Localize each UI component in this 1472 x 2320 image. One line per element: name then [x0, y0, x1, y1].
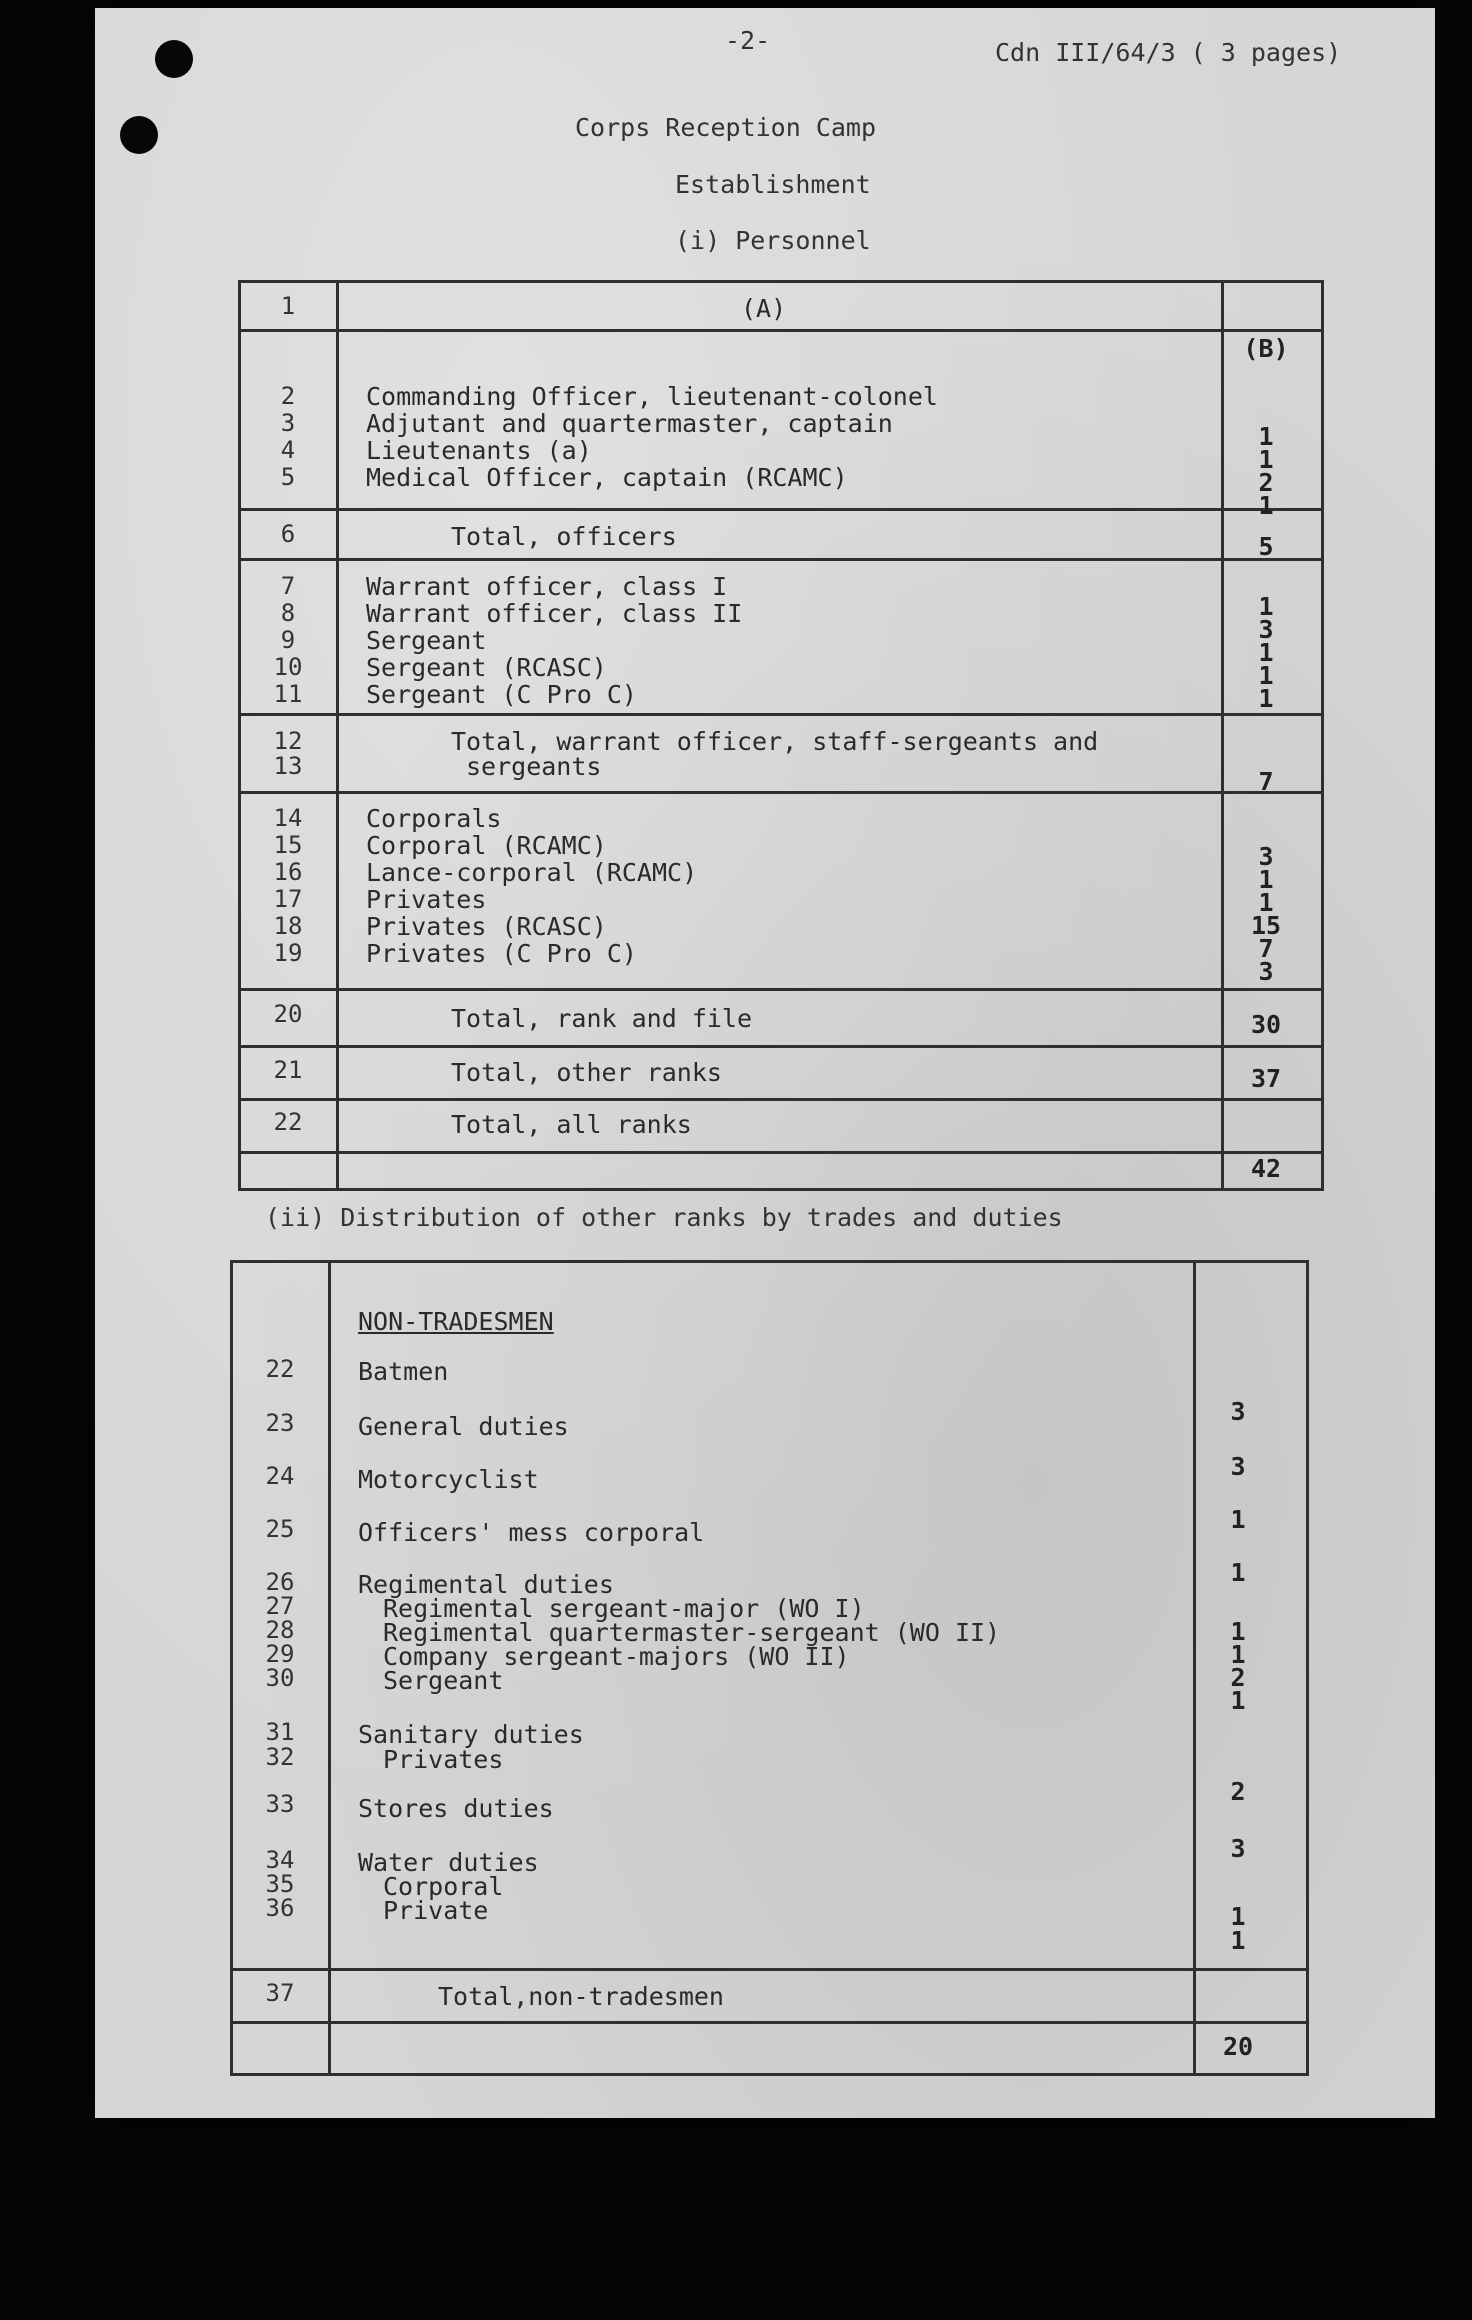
row-value: 1	[1230, 1640, 1246, 1669]
row-label: Privates (C Pro C)	[366, 939, 637, 968]
personnel-table	[238, 280, 1324, 1191]
row-value: 3	[1258, 842, 1274, 871]
total-label: Total, warrant officer, staff-sergeants and	[451, 727, 1099, 756]
row-label: Medical Officer, captain (RCAMC)	[366, 463, 848, 492]
row-value: 15	[1250, 911, 1282, 940]
row-number: 25	[265, 1515, 295, 1543]
row-number: 17	[273, 885, 303, 913]
row-number: 18	[273, 912, 303, 940]
row-label: Privates (RCASC)	[366, 912, 607, 941]
row-value: 3	[1230, 1397, 1246, 1426]
row-label: Motorcyclist	[358, 1465, 539, 1494]
row-value: 1	[1230, 1686, 1246, 1715]
row-label: Corporals	[366, 804, 502, 833]
row-label: General duties	[358, 1412, 569, 1441]
row-value: 1	[1230, 1902, 1246, 1931]
row-number: 28	[265, 1616, 295, 1644]
row-number: 23	[265, 1409, 295, 1437]
row-number: 27	[265, 1592, 295, 1620]
row-number: 4	[280, 436, 296, 464]
row-value: 2	[1258, 468, 1274, 497]
row-value: 2	[1230, 1777, 1246, 1806]
row-number: 34	[265, 1846, 295, 1874]
row-label: Lance-corporal (RCAMC)	[366, 858, 698, 887]
row-label: Privates	[383, 1745, 504, 1774]
row-label: Regimental sergeant-major (WO I)	[383, 1594, 865, 1623]
page-number: -2-	[725, 26, 771, 55]
row-number: 15	[273, 831, 303, 859]
total-value: 20	[1222, 2032, 1254, 2061]
total-label: Total, all ranks	[451, 1110, 692, 1139]
row-label: Privates	[366, 885, 487, 914]
row-number: 2	[280, 382, 296, 410]
row-value: 3	[1230, 1452, 1246, 1481]
row-label: Adjutant and quartermaster, captain	[366, 409, 893, 438]
total-value: 42	[1250, 1154, 1282, 1183]
row-label: Stores duties	[358, 1794, 554, 1823]
column-b-header: (B)	[1243, 334, 1289, 363]
row-label: Private	[383, 1896, 489, 1925]
row-number: 29	[265, 1640, 295, 1668]
row-label: Batmen	[358, 1357, 449, 1386]
total-label: Total, other ranks	[451, 1058, 722, 1087]
row-number: 13	[273, 752, 303, 780]
row-value: 1	[1258, 684, 1274, 713]
row-label: Warrant officer, class I	[366, 572, 728, 601]
row-value: 1	[1230, 1505, 1246, 1534]
row-label: Company sergeant-majors (WO II)	[383, 1642, 850, 1671]
document-reference: Cdn III/64/3 ( 3 pages)	[995, 38, 1342, 67]
row-number: 22	[265, 1355, 295, 1383]
row-label: Regimental duties	[358, 1570, 614, 1599]
trades-table	[230, 1260, 1309, 2076]
row-number: 10	[273, 653, 303, 681]
row-value: 2	[1230, 1663, 1246, 1692]
row-value: 1	[1258, 661, 1274, 690]
section-heading-personnel: (i) Personnel	[675, 226, 871, 255]
document-title: Corps Reception Camp	[575, 113, 877, 142]
row-label: Sergeant	[366, 626, 487, 655]
row-number: 24	[265, 1462, 295, 1490]
row-value: 3	[1230, 1834, 1246, 1863]
row-label: Regimental quartermaster-sergeant (WO II)	[383, 1618, 1001, 1647]
non-tradesmen-heading: NON-TRADESMEN	[358, 1307, 554, 1336]
row-number: 31	[265, 1718, 295, 1746]
row-number: 36	[265, 1894, 295, 1922]
row-number: 16	[273, 858, 303, 886]
row-number: 33	[265, 1790, 295, 1818]
row-value: 3	[1258, 957, 1274, 986]
row-value: 1	[1258, 638, 1274, 667]
total-value: 5	[1258, 532, 1274, 561]
row-value: 1	[1258, 888, 1274, 917]
column-a-header: (A)	[741, 294, 787, 323]
document-subtitle: Establishment	[675, 170, 871, 199]
total-label: Total, officers	[451, 522, 677, 551]
total-value: 30	[1250, 1010, 1282, 1039]
row-value: 1	[1230, 1926, 1246, 1955]
column-number-header: 1	[280, 292, 296, 320]
row-value: 1	[1258, 592, 1274, 621]
row-number: 32	[265, 1743, 295, 1771]
row-number: 35	[265, 1870, 295, 1898]
row-label: Lieutenants (a)	[366, 436, 592, 465]
row-value: 1	[1258, 865, 1274, 894]
row-label: Warrant officer, class II	[366, 599, 743, 628]
row-number: 20	[273, 1000, 303, 1028]
row-value: 1	[1230, 1558, 1246, 1587]
row-number: 11	[273, 680, 303, 708]
row-number: 7	[280, 572, 296, 600]
row-label: Sergeant (C Pro C)	[366, 680, 637, 709]
row-label: Sergeant (RCASC)	[366, 653, 607, 682]
row-number: 14	[273, 804, 303, 832]
row-label: Officers' mess corporal	[358, 1518, 705, 1547]
document-page	[95, 8, 1435, 2118]
total-label: sergeants	[466, 752, 602, 781]
row-number: 21	[273, 1056, 303, 1084]
row-value: 1	[1258, 422, 1274, 451]
row-number: 5	[280, 463, 296, 491]
total-value: 37	[1250, 1064, 1282, 1093]
row-number: 22	[273, 1108, 303, 1136]
row-number: 26	[265, 1568, 295, 1596]
row-value: 1	[1258, 491, 1274, 520]
row-number: 30	[265, 1664, 295, 1692]
row-number: 6	[280, 520, 296, 548]
row-number: 9	[280, 626, 296, 654]
row-label: Corporal	[383, 1872, 504, 1901]
row-number: 3	[280, 409, 296, 437]
section-heading-distribution: (ii) Distribution of other ranks by trades and duties	[265, 1203, 1063, 1232]
row-value: 7	[1258, 934, 1274, 963]
row-value: 3	[1258, 615, 1274, 644]
row-label: Corporal (RCAMC)	[366, 831, 607, 860]
row-number: 19	[273, 939, 303, 967]
row-label: Sergeant	[383, 1666, 504, 1695]
punch-hole	[155, 40, 193, 78]
total-label: Total,non-tradesmen	[438, 1982, 724, 2011]
row-number: 37	[265, 1979, 295, 2007]
total-label: Total, rank and file	[451, 1004, 753, 1033]
row-number: 8	[280, 599, 296, 627]
row-value: 1	[1230, 1617, 1246, 1646]
punch-hole	[120, 116, 158, 154]
row-label: Commanding Officer, lieutenant-colonel	[366, 382, 938, 411]
row-value: 1	[1258, 445, 1274, 474]
row-number: 12	[273, 727, 303, 755]
row-label: Water duties	[358, 1848, 539, 1877]
row-label: Sanitary duties	[358, 1720, 584, 1749]
total-value: 7	[1258, 767, 1274, 796]
